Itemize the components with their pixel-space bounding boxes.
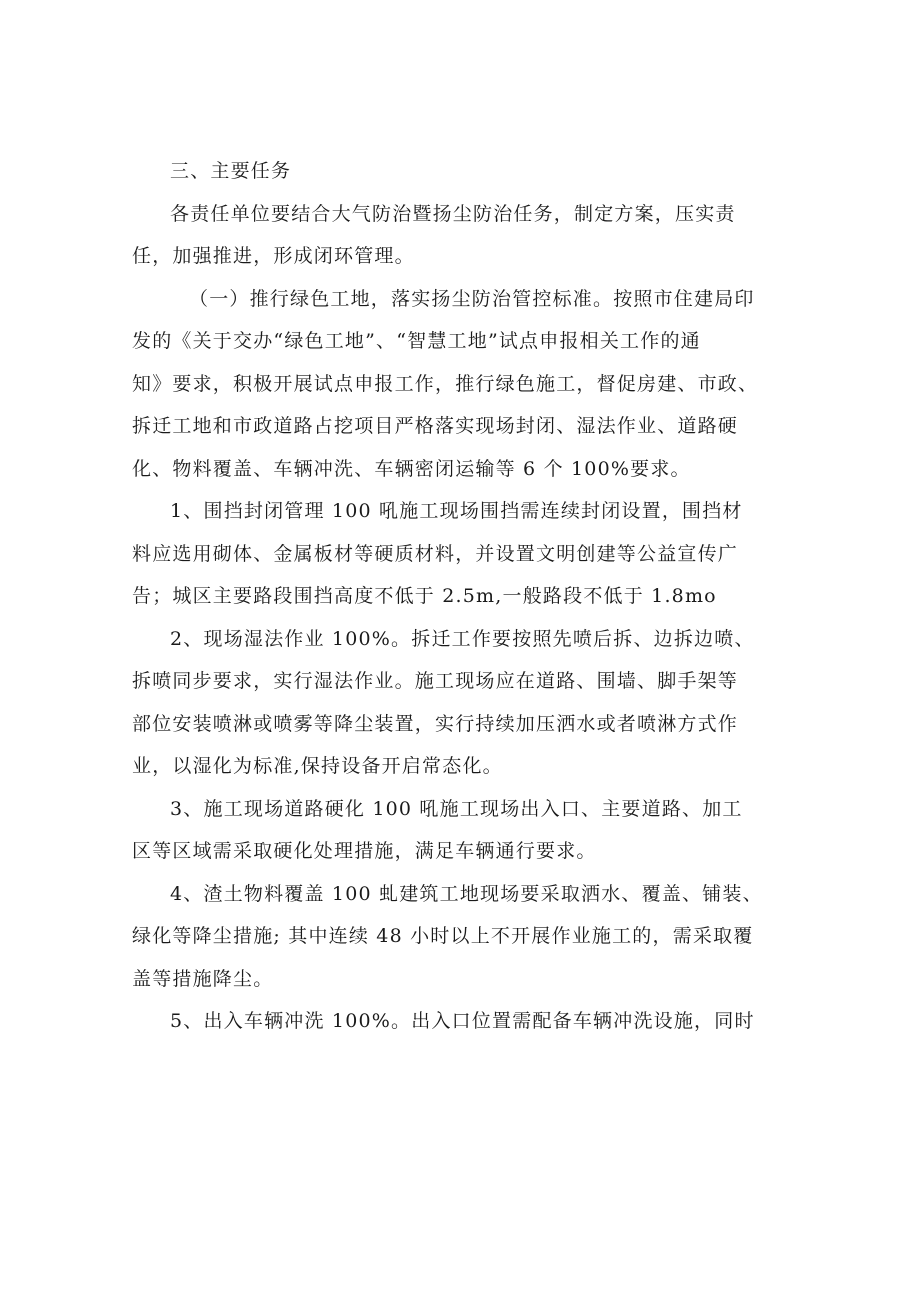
paragraph-line: 4、渣土物料覆盖 100 虬建筑工地现场要采取洒水、覆盖、铺装、 (170, 882, 763, 905)
paragraph-line: 化、物料覆盖、车辆冲洗、车辆密闭运输等 6 个 100%要求。 (132, 457, 691, 480)
paragraph-item-3 (132, 788, 792, 873)
paragraph-line: 2、现场湿法作业 100%。拆迁工作要按照先喷后拆、边拆边喷、 (170, 627, 755, 650)
paragraph-line: 拆喷同步要求，实行湿法作业。施工现场应在道路、围墙、脚手架等 (132, 670, 739, 692)
paragraph-line: 各责任单位要结合大气防治暨扬尘防治任务，制定方案，压实责 (170, 202, 736, 225)
paragraph-line: 1、围挡封闭管理 100 吼施工现场围挡需连续封闭设置，围挡材 (170, 500, 743, 522)
paragraph-intro (132, 193, 792, 278)
paragraph-line: 发的《关于交办“绿色工地”、“智慧工地”试点申报相关工作的通 (132, 330, 701, 352)
paragraph-section-1 (132, 278, 792, 491)
paragraph-line: 区等区域需采取硬化处理措施，满足车辆通行要求。 (132, 840, 597, 862)
section-heading (132, 150, 792, 193)
paragraph-line: 部位安装喷淋或喷雾等降尘装置，实行持续加压洒水或者喷淋方式作 (132, 712, 739, 735)
paragraph-line: （一）推行绿色工地，落实扬尘防治管控标准。按照市住建局印 (189, 287, 755, 310)
paragraph-line: 拆迁工地和市政道路占挖项目严格落实现场封闭、湿法作业、道路硬 (132, 415, 739, 437)
paragraph-line: 知》要求，积极开展试点申报工作，推行绿色施工，督促房建、市政、 (132, 372, 759, 395)
paragraph-line: 告；城区主要路段围挡高度不低于 2.5m,一般路段不低于 1.8mo (132, 585, 717, 607)
paragraph-item-5 (132, 1000, 792, 1043)
paragraph-line: 盖等措施降尘。 (132, 967, 274, 990)
paragraph-item-2 (132, 618, 792, 788)
paragraph-line: 绿化等降尘措施; 其中连续 48 小时以上不开展作业施工的，需采取覆 (132, 925, 754, 947)
paragraph-line: 任，加强推进，形成闭环管理。 (132, 245, 415, 267)
paragraph-item-1 (132, 490, 792, 618)
paragraph-line: 料应选用砌体、金属板材等硬质材料，并设置文明创建等公益宣传广 (132, 542, 739, 565)
paragraph-item-4 (132, 873, 792, 1001)
heading-text: 三、主要任务 (170, 160, 292, 182)
document-body (132, 150, 792, 1043)
paragraph-line: 业，以湿化为标准,保持设备开启常态化。 (132, 755, 503, 777)
paragraph-line: 3、施工现场道路硬化 100 吼施工现场出入口、主要道路、加工 (170, 797, 743, 820)
paragraph-line: 5、出入车辆冲洗 100%。出入口位置需配备车辆冲洗设施，同时 (170, 1010, 755, 1032)
